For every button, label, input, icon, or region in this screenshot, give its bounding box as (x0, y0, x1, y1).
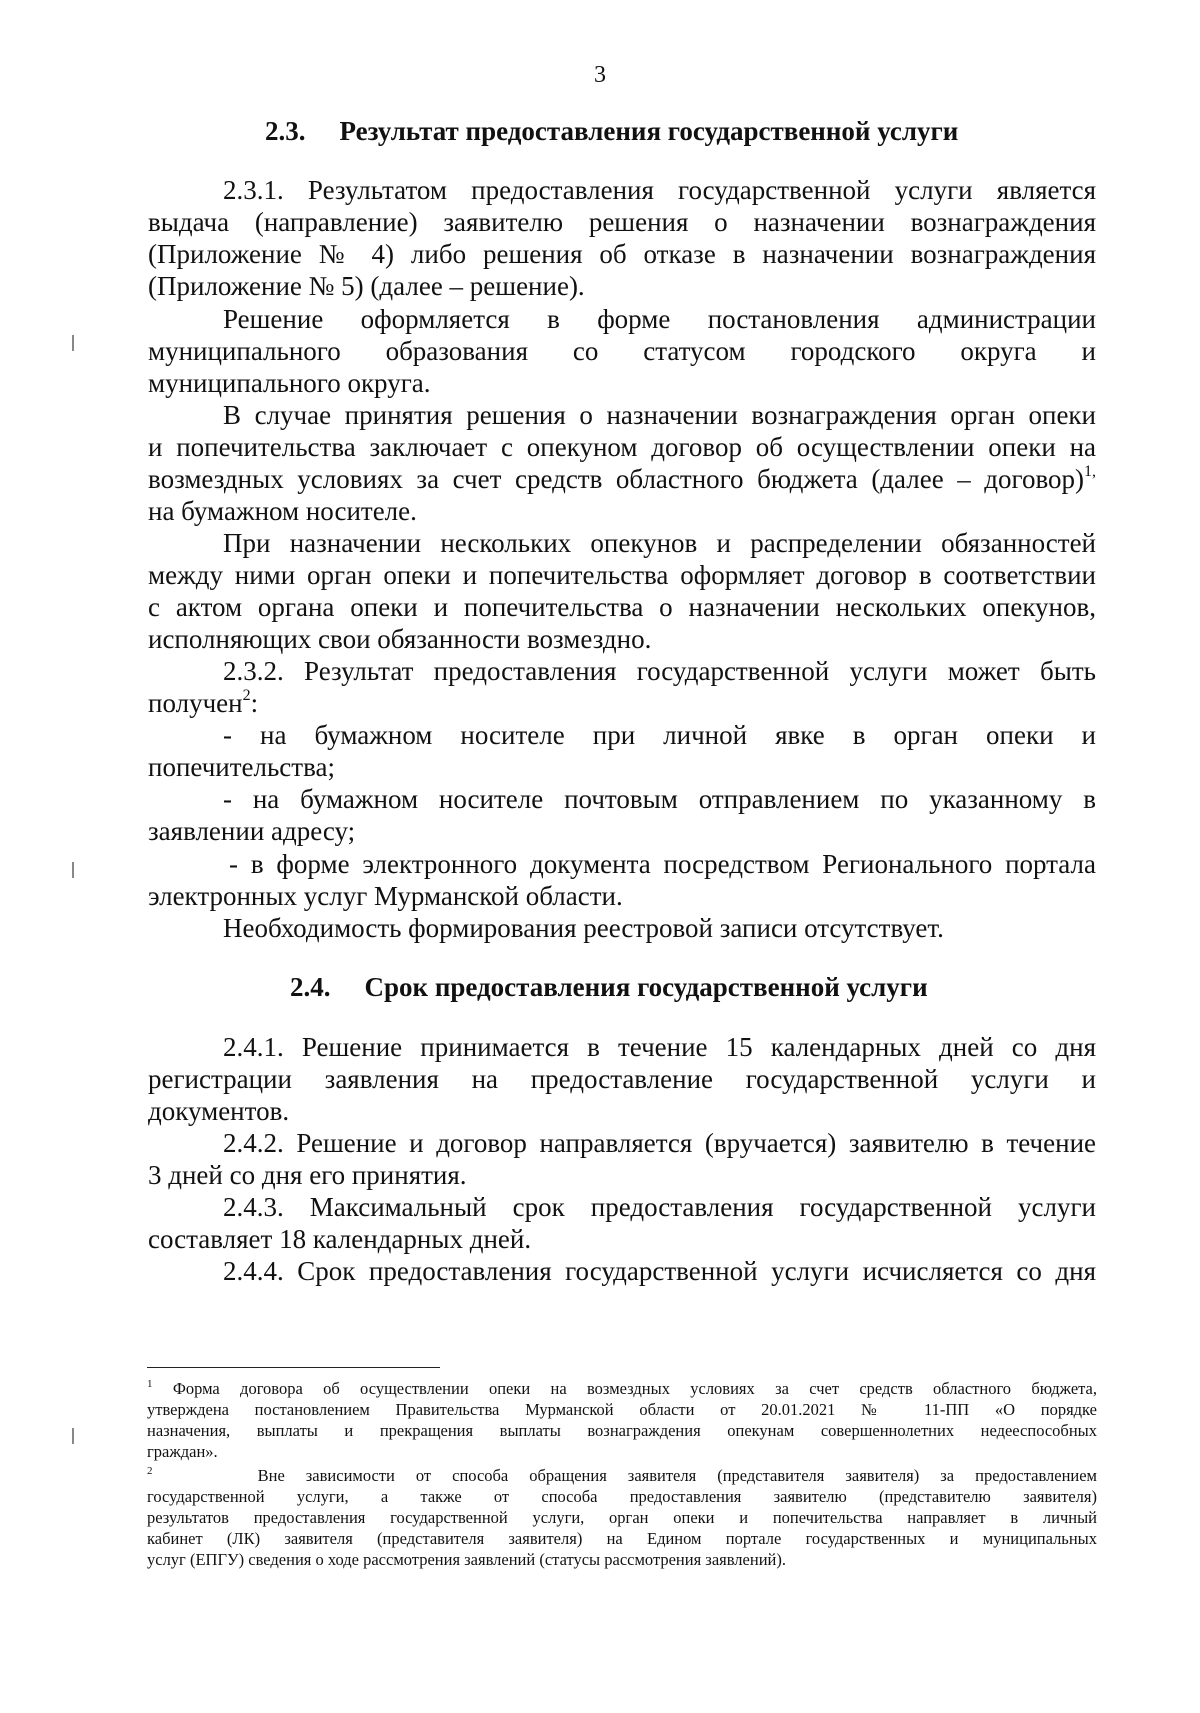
footnote-separator (147, 1367, 440, 1368)
paragraph-line: регистрации заявления на предоставление государственной услуги и (148, 1064, 1096, 1094)
footnote-ref-1: 1, (1084, 463, 1096, 480)
paragraph-line: 2.3.1. Результатом предоставления государственной услуги является (223, 175, 1096, 205)
list-item-line: - на бумажном носителе почтовым отправлением по указанному в (223, 784, 1096, 814)
paragraph-line: с актом органа опеки и попечительства о назначении нескольких опекунов, (148, 592, 1096, 622)
footnote-mark-1: 1 (147, 1378, 153, 1390)
paragraph-line: В случае принятия решения о назначении вознаграждения орган опеки (223, 400, 1096, 430)
section-number: 2.3. (265, 116, 306, 146)
paragraph-line: между ними орган опеки и попечительства оформляет договор в соответствии (148, 560, 1096, 590)
paragraph-line: 3 дней со дня его принятия. (148, 1160, 467, 1190)
footnote-2-line: результатов предоставления государственной услуги, орган опеки и попечительства направляет в личный (147, 1508, 1097, 1527)
paragraph-line: 2.4.4. Срок предоставления государственной услуги исчисляется со дня (223, 1256, 1096, 1286)
footnote-ref-2: 2 (242, 687, 251, 704)
list-item-line: - на бумажном носителе при личной явке в орган опеки и (223, 720, 1096, 750)
paragraph-line: (Приложение № 5) (далее – решение). (148, 271, 585, 301)
scan-mark (72, 335, 74, 351)
footnote-2-line: услуг (ЕПГУ) сведения о ходе рассмотрения заявлений (статусы рассмотрения заявлений). (147, 1550, 786, 1569)
paragraph-line: При назначении нескольких опекунов и распределении обязанностей (223, 528, 1096, 558)
paragraph-line: исполняющих свои обязанности возмездно. (148, 624, 652, 654)
list-item-line: электронных услуг Мурманской области. (148, 881, 623, 911)
paragraph-line: 2.4.3. Максимальный срок предоставления государственной услуги (223, 1192, 1096, 1222)
footnote-1-line: назначения, выплаты и прекращения выплаты вознаграждения опекунам совершеннолетних недееспособных (147, 1421, 1097, 1440)
scan-mark (72, 1428, 74, 1444)
section-title: Срок предоставления государственной услуги (364, 972, 928, 1002)
footnote-2-line: кабинет (ЛК) заявителя (представителя заявителя) на Едином портале государственных и муниципальных (147, 1529, 1097, 1548)
section-number: 2.4. (290, 972, 331, 1002)
paragraph-line: документов. (148, 1096, 290, 1126)
footnote-2-line: $^2$ Вне зависимости от способа обращения заявителя (представителя заявителя) за предоставлением (147, 1465, 1098, 1485)
paragraph-line: муниципального округа. (148, 368, 431, 398)
footnote-1-line: $^1$ Форма договора об осуществлении опеки на возмездных условиях за счет средств областного бюджета, (147, 1378, 1097, 1398)
paragraph-line: Необходимость формирования реестровой записи отсутствует. (223, 913, 944, 943)
paragraph-line: 2.4.1. Решение принимается в течение 15 календарных дней со дня (223, 1032, 1096, 1062)
section-2-4-heading (290, 971, 928, 1003)
section-title: Результат предоставления государственной услуги (339, 116, 959, 146)
footnote-1-line: утверждена постановлением Правительства Мурманской области от 20.01.2021 № 11-ПП «О порядке (147, 1400, 1097, 1419)
paragraph-line-with-footnote: возмездных условиях за счет средств областного бюджета (далее – договор)$^{1,}$ (148, 463, 1096, 494)
paragraph-line: 2.4.2. Решение и договор направляется (вручается) заявителю в течение (223, 1128, 1096, 1158)
paragraph-line: 2.3.2. Результат предоставления государственной услуги может быть (223, 656, 1096, 686)
paragraph-line: Решение оформляется в форме постановления администрации (223, 304, 1096, 334)
paragraph-line: выдача (направление) заявителю решения о назначении вознаграждения (148, 207, 1096, 237)
footnote-mark-2: 2 (147, 1465, 153, 1477)
paragraph-line: (Приложение № 4) либо решения об отказе в назначении вознаграждения (148, 239, 1096, 269)
scan-mark (72, 862, 74, 878)
footnote-1-line: граждан». (147, 1442, 218, 1461)
paragraph-line: муниципального образования со статусом городского округа и (148, 336, 1096, 366)
paragraph-line: и попечительства заключает с опекуном договор об осуществлении опеки на (148, 432, 1096, 462)
paragraph-line: на бумажном носителе. (148, 496, 417, 526)
list-item-line: попечительства; (148, 752, 335, 782)
page-number: 3 (594, 62, 606, 88)
paragraph-line-with-footnote: получен$^2$: (148, 687, 259, 718)
list-item-line: заявлении адресу; (148, 816, 356, 846)
paragraph-line: составляет 18 календарных дней. (148, 1224, 532, 1254)
section-2-3-heading (265, 115, 958, 147)
footnote-2-line: государственной услуги, а также от способа предоставления заявителю (представителю заявителя) (147, 1487, 1097, 1506)
list-item-line: - в форме электронного документа посредством Регионального портала (229, 849, 1096, 879)
